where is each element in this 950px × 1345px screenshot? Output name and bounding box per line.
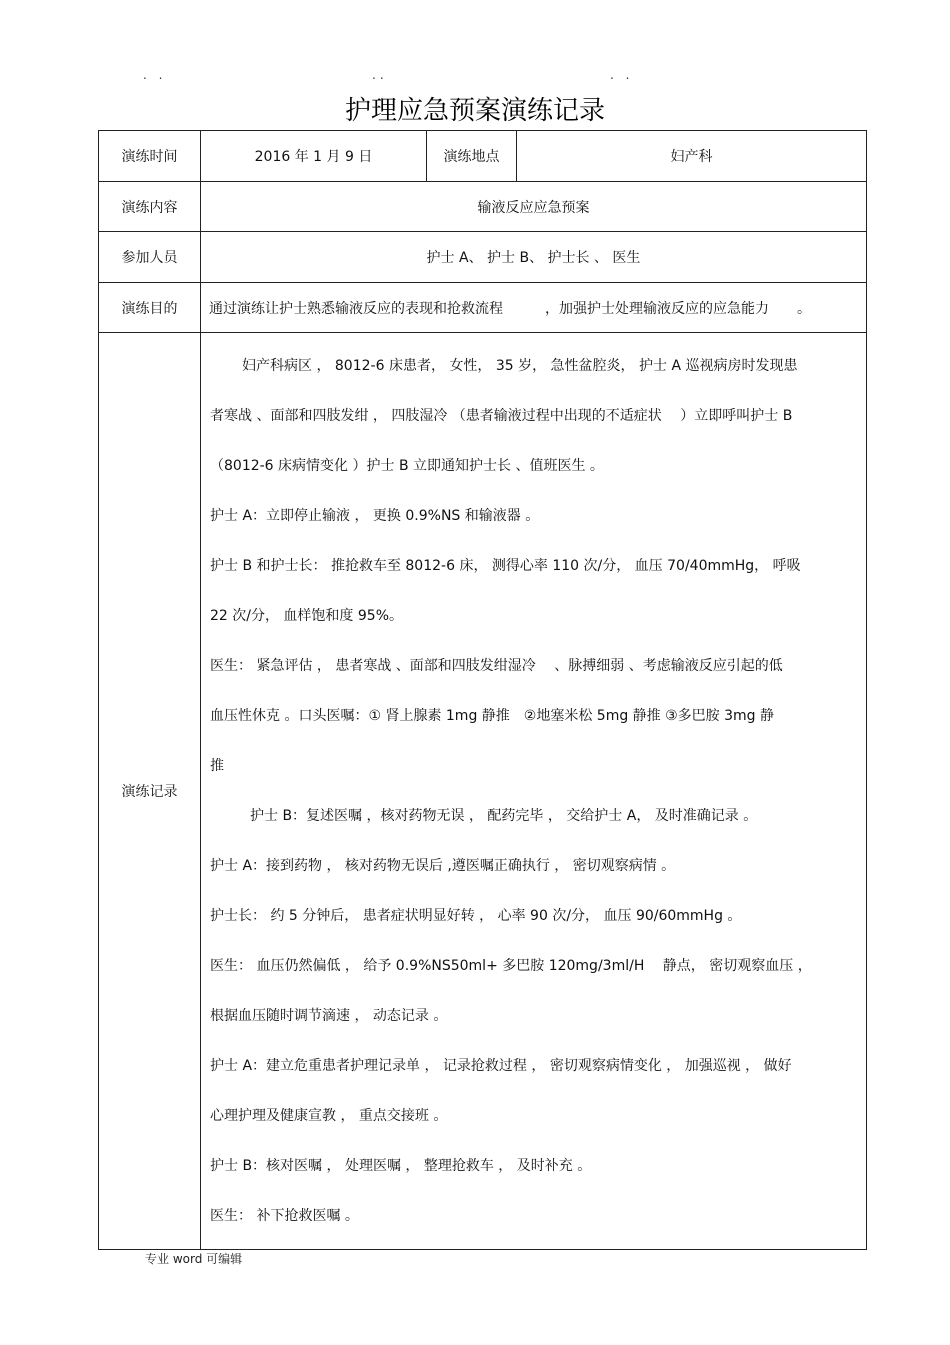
label-purpose: 演练目的 bbox=[99, 283, 201, 333]
record-content bbox=[201, 333, 867, 1250]
record-line-18: 医生： 补下抢救医嘱 。 bbox=[210, 1208, 359, 1224]
record-line-8: 血压性休克 。口头医嘱：① 肾上腺素 1mg 静推 ②地塞米松 5mg 静推 ③多巴胺 3mg 静 bbox=[210, 708, 774, 724]
row-time bbox=[99, 131, 867, 182]
footer-note: 专业 word 可编辑 bbox=[145, 1252, 243, 1266]
record-line-16: 心理护理及健康宣教 ， 重点交接班 。 bbox=[210, 1108, 448, 1124]
record-line-6: 22 次/分， 血样饱和度 95%。 bbox=[210, 608, 403, 624]
record-line-5: 护士 B 和护士长： 推抢救车至 8012-6 床， 测得心率 110 次/分， 血压 70/40mmHg， 呼吸 bbox=[210, 558, 801, 574]
record-line-17: 护士 B：核对医嘱 ， 处理医嘱 ， 整理抢救车 ， 及时补充 。 bbox=[210, 1158, 592, 1174]
row-participants bbox=[99, 232, 867, 283]
label-place: 演练地点 bbox=[427, 131, 517, 182]
record-line-11: 护士 A：接到药物 ， 核对药物无误后 ,遵医嘱正确执行 ， 密切观察病情 。 bbox=[210, 858, 676, 874]
label-participants: 参加人员 bbox=[99, 232, 201, 283]
header-mark-middle: .. bbox=[372, 68, 388, 82]
drill-record-table bbox=[98, 130, 867, 1250]
label-time: 演练时间 bbox=[99, 131, 201, 182]
label-content: 演练内容 bbox=[99, 182, 201, 232]
record-line-4: 护士 A：立即停止输液 ， 更换 0.9%NS 和输液器 。 bbox=[210, 508, 540, 524]
value-content: 输液反应应急预案 bbox=[201, 182, 867, 232]
record-line-2: 者寒战 、面部和四肢发绀 ， 四肢湿冷 （患者输液过程中出现的不适症状 ）立即呼叫护士 B bbox=[210, 408, 793, 424]
record-line-10: 护士 B：复述医嘱 ，核对药物无误 ， 配药完毕 ， 交给护士 A， 及时准确记录 。 bbox=[250, 808, 758, 824]
record-line-1: 妇产科病区 ， 8012-6 床患者， 女性， 35 岁， 急性盆腔炎， 护士 A 巡视病房时发现患 bbox=[242, 358, 798, 374]
record-line-3: （8012-6 床病情变化 ）护士 B 立即通知护士长 、值班医生 。 bbox=[210, 458, 604, 474]
page-title: 护理应急预案演练记录 bbox=[344, 96, 605, 126]
value-participants: 护士 A、 护士 B、 护士长 、 医生 bbox=[201, 232, 867, 283]
record-line-14: 根据血压随时调节滴速 ， 动态记录 。 bbox=[210, 1008, 448, 1024]
record-line-15: 护士 A：建立危重患者护理记录单 ， 记录抢救过程 ， 密切观察病情变化 ， 加强巡视 ， 做好 bbox=[210, 1058, 792, 1074]
row-purpose bbox=[99, 283, 867, 333]
value-purpose: 通过演练让护士熟悉输液反应的表现和抢救流程 ，加强护士处理输液反应的应急能力 。 bbox=[201, 283, 867, 333]
record-line-9: 推 bbox=[210, 758, 224, 774]
record-line-13: 医生： 血压仍然偏低 ， 给予 0.9%NS50ml+ 多巴胺 120mg/3ml/H 静点， 密切观察血压 ， bbox=[210, 958, 812, 974]
value-place: 妇产科 bbox=[517, 131, 867, 182]
record-line-7: 医生： 紧急评估 ， 患者寒战 、面部和四肢发绀湿冷 、脉搏细弱 、考虑输液反应引起的低 bbox=[210, 658, 783, 674]
header-mark-left: . . bbox=[143, 68, 167, 82]
header-mark-right: . . bbox=[610, 68, 634, 82]
value-time: 2016 年 1 月 9 日 bbox=[201, 131, 427, 182]
record-line-12: 护士长： 约 5 分钟后， 患者症状明显好转 ， 心率 90 次/分， 血压 90/60mmHg 。 bbox=[210, 908, 742, 924]
row-content bbox=[99, 182, 867, 232]
row-record bbox=[99, 333, 867, 1250]
label-record: 演练记录 bbox=[99, 333, 201, 1250]
